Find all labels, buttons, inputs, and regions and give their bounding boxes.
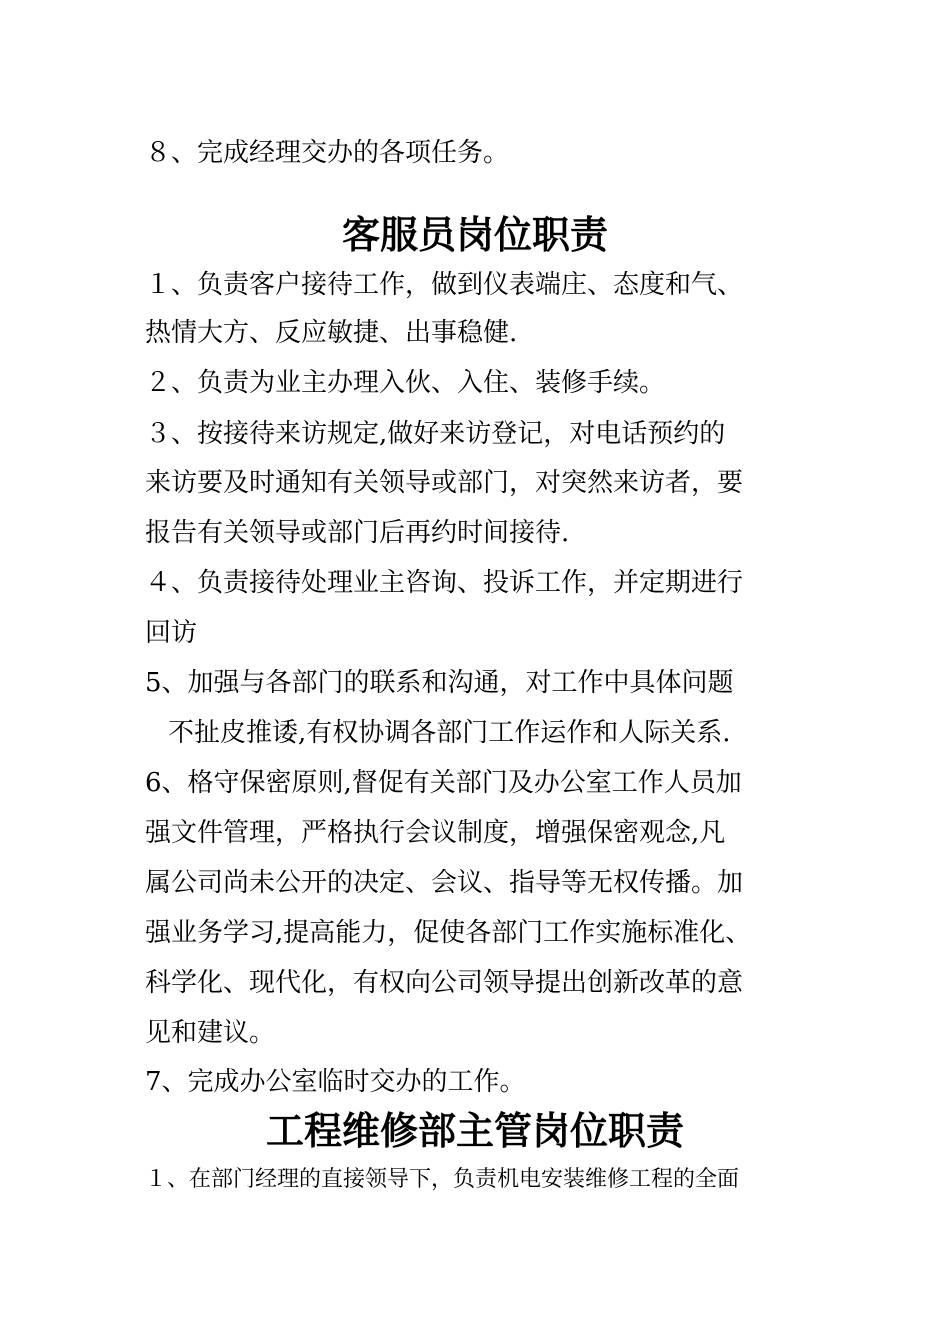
paragraph-line: 强业务学习,提高能力，促使各部门工作实施标准化、 xyxy=(145,918,752,948)
section-title-customer-service: 客服员岗位职责 xyxy=(341,213,608,257)
paragraph-line: １、在部门经理的直接领导下，负责机电安装维修工程的全面 xyxy=(145,1167,740,1192)
paragraph-line: 属公司尚未公开的决定、会议、指导等无权传播。加 xyxy=(145,868,744,898)
paragraph-line: 热情大方、反应敏捷、出事稳健. xyxy=(145,318,518,348)
paragraph-line: 科学化、现代化，有权向公司领导提出创新改革的意 xyxy=(145,968,744,998)
paragraph-line: 强文件管理，严格执行会议制度，增强保密观念,凡 xyxy=(145,818,726,848)
intro-item: ８、完成经理交办的各项任务。 xyxy=(145,138,510,168)
paragraph-line: 6、格守保密原则,督促有关部门及办公室工作人员加 xyxy=(145,768,742,798)
paragraph-line: ３、按接待来访规定,做好来访登记，对电话预约的 xyxy=(145,419,726,449)
paragraph-line: １、负责客户接待工作，做到仪表端庄、态度和气、 xyxy=(145,270,744,300)
paragraph-line: ２、负责为业主办理入伙、入住、装修手续。 xyxy=(145,368,666,398)
paragraph-line: 见和建议。 xyxy=(145,1018,276,1048)
section-title-engineering-supervisor: 工程维修部主管岗位职责 xyxy=(265,1109,684,1153)
paragraph-line: 报告有关领导或部门后再约时间接待. xyxy=(145,518,570,548)
paragraph-line: 来访要及时通知有关领导或部门，对突然来访者，要 xyxy=(145,468,744,498)
paragraph-line: ４、负责接待处理业主咨询、投诉工作，并定期进行 xyxy=(145,568,744,598)
paragraph-line: 7、完成办公室临时交办的工作。 xyxy=(145,1067,526,1097)
paragraph-line: 5、加强与各部门的联系和沟通，对工作中具体问题 xyxy=(145,668,734,698)
paragraph-line: 回访 xyxy=(145,618,198,648)
paragraph-line: 不扯皮推诿,有权协调各部门工作运作和人际关系. xyxy=(168,718,731,748)
